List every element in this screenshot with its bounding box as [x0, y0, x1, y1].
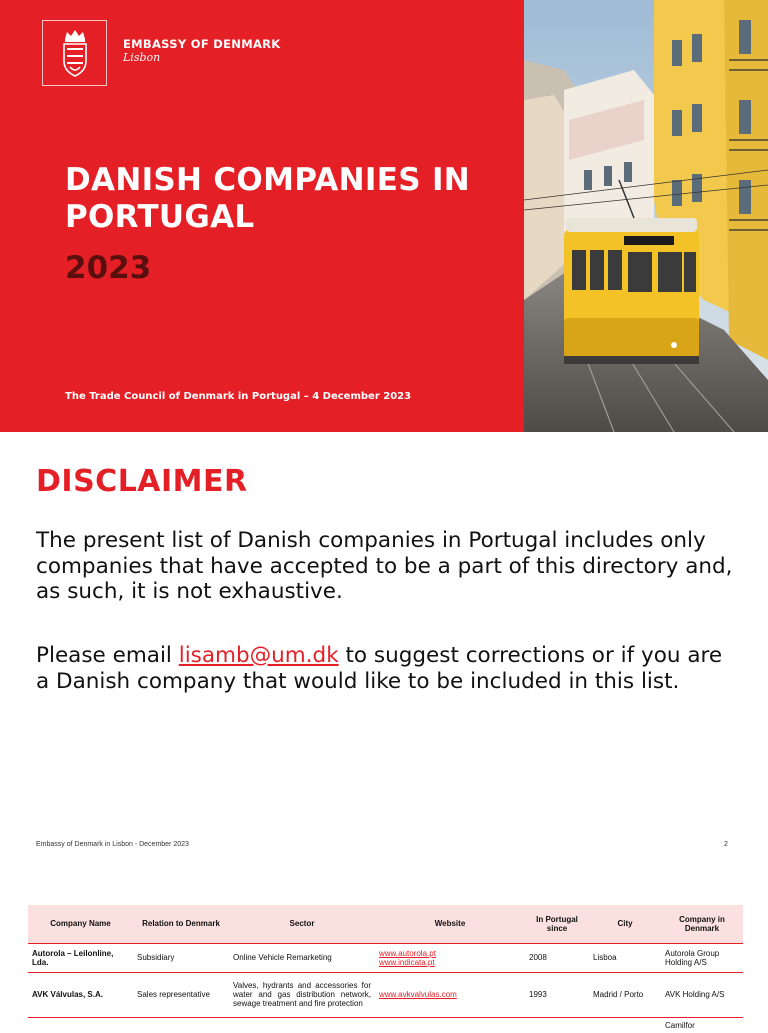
relation-cell: Sales representative — [133, 972, 229, 1017]
website-cell — [375, 943, 525, 972]
since-cell — [525, 1017, 589, 1033]
company-name-cell: Autorola – Leilonline, Lda. — [28, 943, 133, 972]
contact-text-before: Please email — [36, 643, 179, 668]
table-row — [28, 972, 743, 1017]
table-header-row — [28, 905, 743, 943]
table-row — [28, 943, 743, 972]
dk-company-cell: Camilfor — [661, 1017, 743, 1033]
company-name-cell: AVK Válvulas, S.A. — [28, 972, 133, 1017]
header-dk-company: Company in Denmark — [661, 905, 743, 943]
city-cell — [589, 1017, 661, 1033]
sector-cell — [229, 1017, 375, 1033]
cover-page — [0, 0, 768, 432]
table-row — [28, 1017, 743, 1033]
city-cell: Lisboa — [589, 943, 661, 972]
website-link[interactable]: www.avkvalvulas.com — [379, 990, 457, 999]
header-since: In Portugal since — [525, 905, 589, 943]
city-cell: Madrid / Porto — [589, 972, 661, 1017]
website-link[interactable]: www.indicata.pt — [379, 957, 435, 967]
since-cell: 2008 — [525, 943, 589, 972]
header-company-name: Company Name — [28, 905, 133, 943]
page-number: 2 — [724, 841, 728, 848]
cover-year: 2023 — [65, 250, 152, 286]
contact-text-after: to suggest corrections or if you are a Danish company that would like to be included in this list. — [36, 643, 723, 694]
contact-paragraph — [36, 643, 736, 694]
cover-footer: The Trade Council of Denmark in Portugal – 4 December 2023 — [65, 391, 412, 402]
cover-red-panel — [0, 0, 524, 432]
header-sector: Sector — [229, 905, 375, 943]
website-cell — [375, 1017, 525, 1033]
disclaimer-heading: DISCLAIMER — [36, 464, 248, 499]
lisbon-tram-photo — [524, 0, 768, 432]
website-link[interactable]: www.autorola.pt — [379, 948, 436, 958]
header-website: Website — [375, 905, 525, 943]
website-cell — [375, 972, 525, 1017]
dk-company-cell: AVK Holding A/S — [661, 972, 743, 1017]
coat-of-arms-icon — [59, 29, 91, 77]
email-link[interactable]: lisamb@um.dk — [178, 643, 339, 668]
companies-table — [28, 905, 743, 1033]
embassy-logo — [42, 20, 107, 86]
company-name-cell — [28, 1017, 133, 1033]
relation-cell — [133, 1017, 229, 1033]
dk-company-cell: Autorola Group Holding A/S — [661, 943, 743, 972]
header-city: City — [589, 905, 661, 943]
sector-cell: Valves, hydrants and accessories for water and gas distribution network, sewage treatment and fire protection — [229, 972, 375, 1017]
page-footer-text: Embassy of Denmark in Lisbon - December 2023 — [36, 841, 189, 848]
since-cell: 1993 — [525, 972, 589, 1017]
relation-cell: Subsidiary — [133, 943, 229, 972]
embassy-name: EMBASSY OF DENMARK — [123, 37, 281, 51]
embassy-city: Lisbon — [123, 51, 161, 64]
disclaimer-paragraph: The present list of Danish companies in Portugal includes only companies that have accepted to be a part of this directory and, as such, it is not exhaustive. — [36, 528, 733, 604]
header-relation: Relation to Denmark — [133, 905, 229, 943]
sector-cell: Online Vehicle Remarketing — [229, 943, 375, 972]
cover-title: DANISH COMPANIES IN PORTUGAL — [65, 162, 471, 235]
